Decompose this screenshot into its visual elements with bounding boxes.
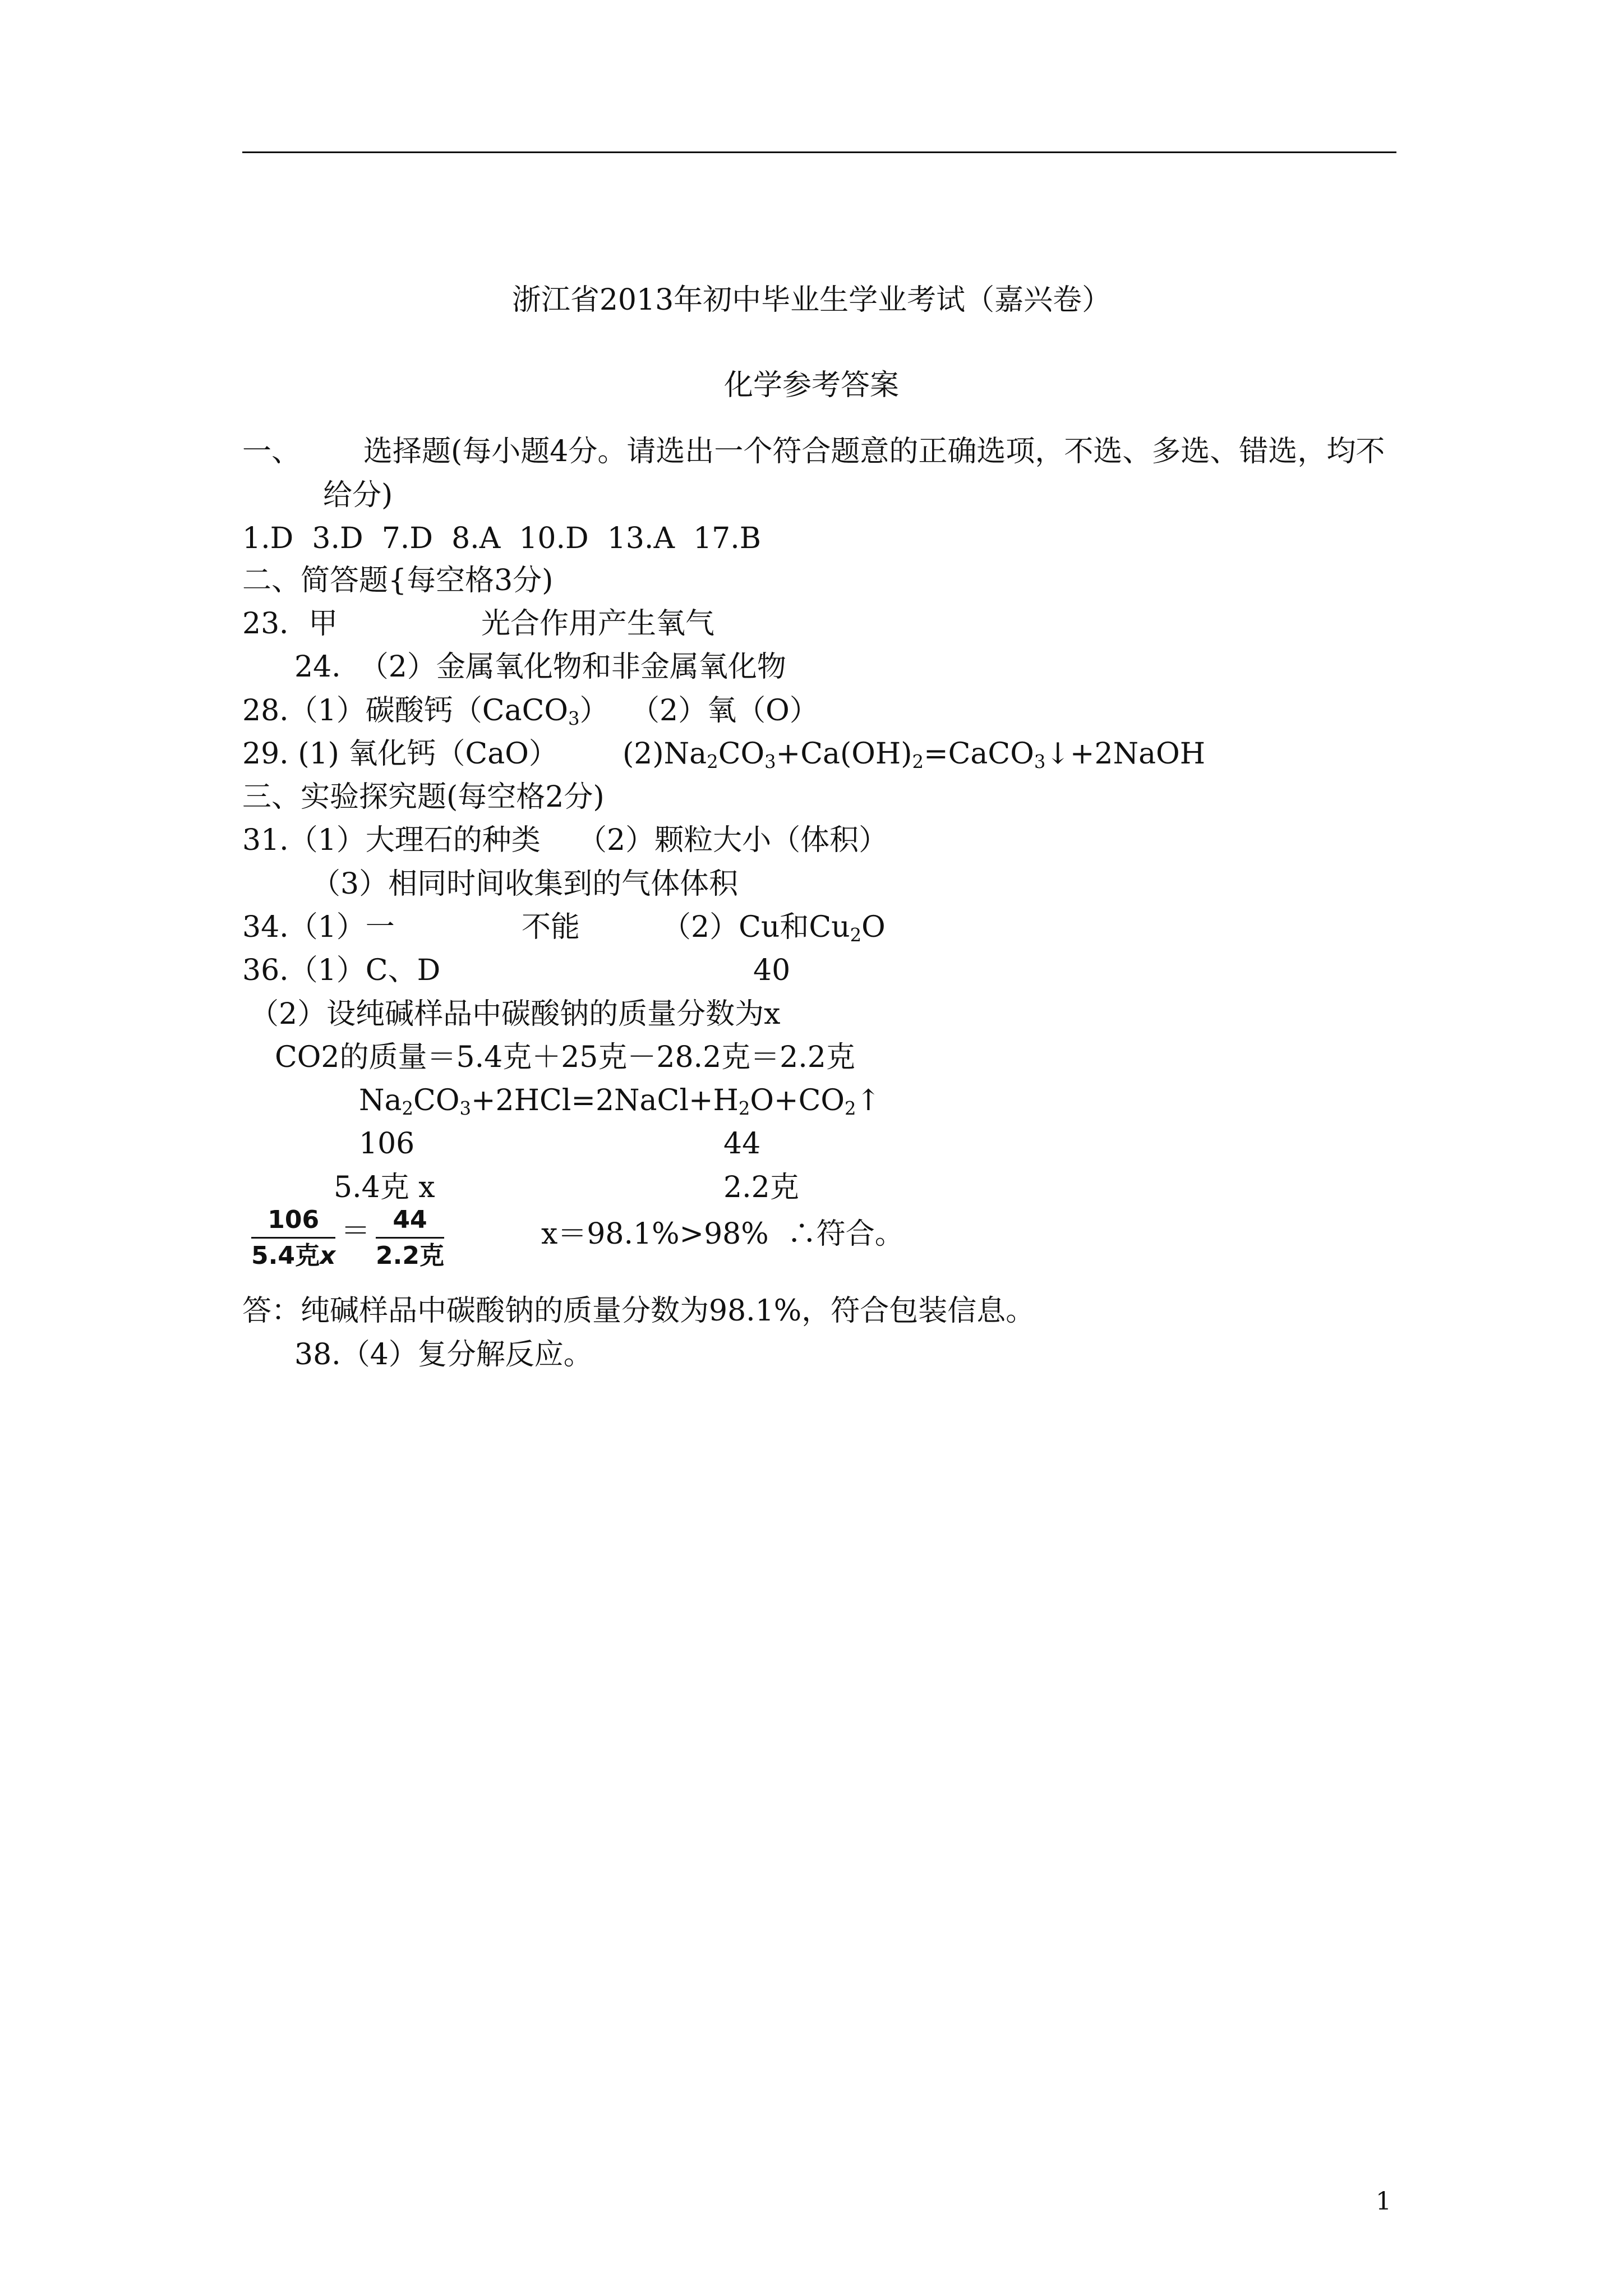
chemical-equation: $Na_2CO_3+2HCl=2NaCl+H_2O+CO_2↑$ (359, 1084, 881, 1120)
mass-right: 2.2克 (723, 1171, 799, 1204)
fraction-left-numerator: 106 (268, 1205, 320, 1234)
q36-answer-a: 36.（1）C、D (242, 954, 441, 987)
q23-answer-b: 光合作用产生氧气 (481, 607, 715, 641)
q28-answer-a-text: 28.（1）碳酸钙（CaCO (242, 694, 568, 728)
q29-answer-a: 29. (1) 氧化钙（CaO） (242, 737, 558, 771)
q36-answer-b: 40 (753, 954, 791, 987)
mass-left: 5.4克 x (334, 1171, 435, 1204)
section2-heading: 二、简答题{每空格3分) (242, 564, 554, 597)
section3-heading: 三、实验探究题(每空格2分) (242, 780, 605, 814)
section1-number: 一、 (242, 435, 301, 468)
q34-answer-a: 34.（1）一 (242, 910, 395, 944)
fraction-right-numerator: 44 (393, 1205, 427, 1234)
q34-answer-b: 不能 (522, 910, 580, 944)
q28-answer-b: （2）氧（O） (630, 694, 819, 728)
result-line: x＝98.1%>98% ∴符合。 (541, 1217, 904, 1251)
section1-heading-line1: 选择题(每小题4分。请选出一个符合题意的正确选项，不选、多选、错选，均不 (363, 435, 1385, 468)
fraction-equals: ＝ (341, 1214, 371, 1248)
q31-answer-a: 31.（1）大理石的种类 (242, 823, 541, 857)
q31-answer-c: （3）相同时间收集到的气体体积 (311, 867, 739, 901)
fraction-right (376, 1203, 444, 1273)
q29-equation: $(2)Na_2CO_3+Ca(OH)_2=CaCO_3↓+2NaOH$ (623, 737, 1206, 773)
header-rule (242, 151, 1396, 153)
q34-answer-c: （2）Cu和$Cu_2O$ (662, 910, 886, 946)
q28-answer-a-close: ） (579, 694, 609, 728)
page-number: 1 (1376, 2187, 1391, 2216)
q28-sub: 3 (568, 708, 580, 730)
fraction-left-denominator: 5.4克x (251, 1241, 336, 1270)
q31-answer-b: （2）颗粒大小（体积） (578, 823, 888, 857)
molar-mass-right: 44 (723, 1127, 761, 1161)
section1-heading-line2: 给分) (323, 478, 393, 512)
final-answer: 答：纯碱样品中碳酸钠的质量分数为98.1%，符合包装信息。 (242, 1294, 1035, 1328)
mc-answers: 1.D 3.D 7.D 8.A 10.D 13.A 17.B (242, 522, 761, 555)
fraction-left (251, 1203, 335, 1273)
q23-answer-a: 23．甲 (242, 607, 338, 641)
q24-answer: 24. （2）金属氧化物和非金属氧化物 (294, 650, 786, 684)
document-title: 浙江省2013年初中毕业生学业考试（嘉兴卷） (511, 283, 1112, 317)
q38-answer: 38.（4）复分解反应。 (294, 1338, 593, 1372)
q28-answer-a (242, 691, 609, 730)
q36-part2-setup: （2）设纯碱样品中碳酸钠的质量分数为x (250, 997, 781, 1031)
molar-mass-left: 106 (359, 1127, 415, 1161)
document-subtitle: 化学参考答案 (723, 369, 899, 402)
co2-mass-line: CO2的质量＝5.4克＋25克－28.2克＝2.2克 (275, 1041, 855, 1074)
fraction-right-denominator: 2.2克 (376, 1241, 444, 1270)
